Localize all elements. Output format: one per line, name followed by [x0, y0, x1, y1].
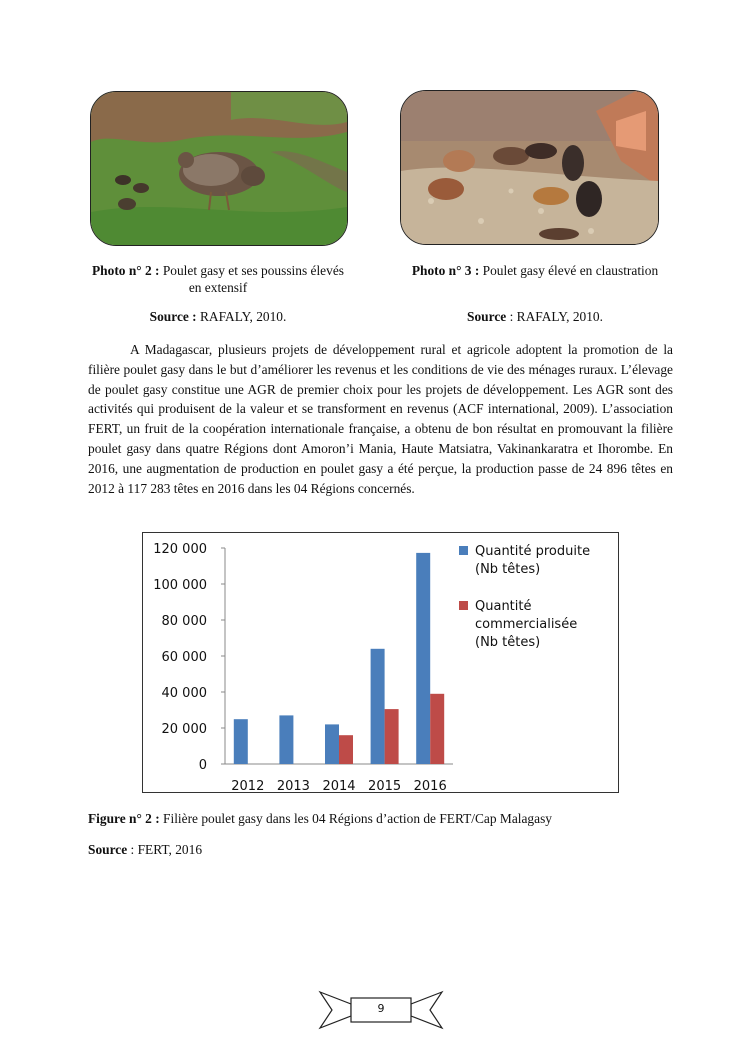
photo-poulet-claustration: [400, 90, 659, 245]
source-label: Source: [467, 309, 507, 324]
bar: [416, 553, 430, 764]
photo-caption-text: Poulet gasy et ses poussins élevés en extensif: [162, 263, 344, 295]
bar: [234, 719, 248, 764]
legend-swatch: [459, 546, 468, 555]
bar: [325, 724, 339, 764]
page-number-banner: [318, 990, 444, 1030]
figure-source: [88, 842, 202, 858]
photo-caption: [410, 262, 660, 279]
chart-canvas: [143, 533, 618, 792]
legend-swatch: [459, 601, 468, 610]
legend-label: (Nb têtes): [475, 562, 541, 577]
x-tick-label: 2013: [276, 779, 310, 792]
body-paragraph: A Madagascar, plusieurs projets de développement rural et agricole adoptent la promotion de la filière poulet gasy dans le but d’améliorer les revenus et les conditions de vie des ménages ruraux. L’élevage de poulet gasy constitue une AGR de premier choix pour les projets de développement. Les AGR sont des activités qui produisent de la valeur et se transforment en revenus (ACF international, 2009). L’association FERT, un fruit de la coopération internationale française, a obtenu de bon résultat en promouvant la filière poulet gasy dans quatre Régions dont Amoron’i Mania, Haute Matsiatra, Vakinankaratra et Ihorombe. En 2016, une augmentation de production en poulet gasy a été perçue, la production passe de 24 896 têtes en 2012 à 117 283 têtes en 2016 dans les 04 Régions concernés.: [88, 342, 673, 496]
y-tick-label: 0: [198, 758, 207, 773]
x-tick-label: 2014: [322, 779, 356, 792]
bar-chart: [142, 532, 619, 793]
bar: [371, 649, 385, 764]
page-number: 9: [377, 1002, 385, 1015]
y-tick-label: 40 000: [161, 686, 207, 701]
figure-source-text: : FERT, 2016: [127, 842, 203, 857]
legend-label: commercialisée: [475, 617, 578, 632]
legend-label: (Nb têtes): [475, 635, 541, 650]
legend-label: Quantité produite: [475, 544, 591, 559]
photo-caption-label: Photo n° 3 :: [411, 263, 480, 278]
figure-source-label: Source: [88, 842, 128, 857]
figure-label: Figure n° 2 :: [88, 811, 160, 826]
x-tick-label: 2016: [413, 779, 447, 792]
photo-caption-label: Photo n° 2 :: [92, 263, 160, 278]
bar: [385, 709, 399, 764]
bar: [279, 715, 293, 764]
legend-label: Quantité: [475, 599, 532, 614]
photo-source: [88, 309, 348, 325]
photo-caption: [88, 262, 348, 296]
y-tick-label: 120 000: [153, 542, 207, 557]
photo-caption-text: Poulet gasy élevé en claustration: [482, 263, 659, 278]
bar: [430, 694, 444, 764]
figure-text: Filière poulet gasy dans les 04 Régions d’action de FERT/Cap Malagasy: [159, 811, 552, 826]
bar: [339, 735, 353, 764]
photo-poulet-extensif: [90, 91, 348, 246]
source-text: RAFALY, 2010.: [196, 309, 287, 324]
figure-caption: [88, 811, 552, 827]
source-label: Source :: [149, 309, 197, 324]
source-text: : RAFALY, 2010.: [506, 309, 603, 324]
y-tick-label: 80 000: [161, 614, 207, 629]
photo-source: [410, 309, 660, 325]
y-tick-label: 100 000: [153, 578, 207, 593]
x-tick-label: 2015: [368, 779, 402, 792]
x-tick-label: 2012: [231, 779, 265, 792]
y-tick-label: 60 000: [161, 650, 207, 665]
y-tick-label: 20 000: [161, 722, 207, 737]
